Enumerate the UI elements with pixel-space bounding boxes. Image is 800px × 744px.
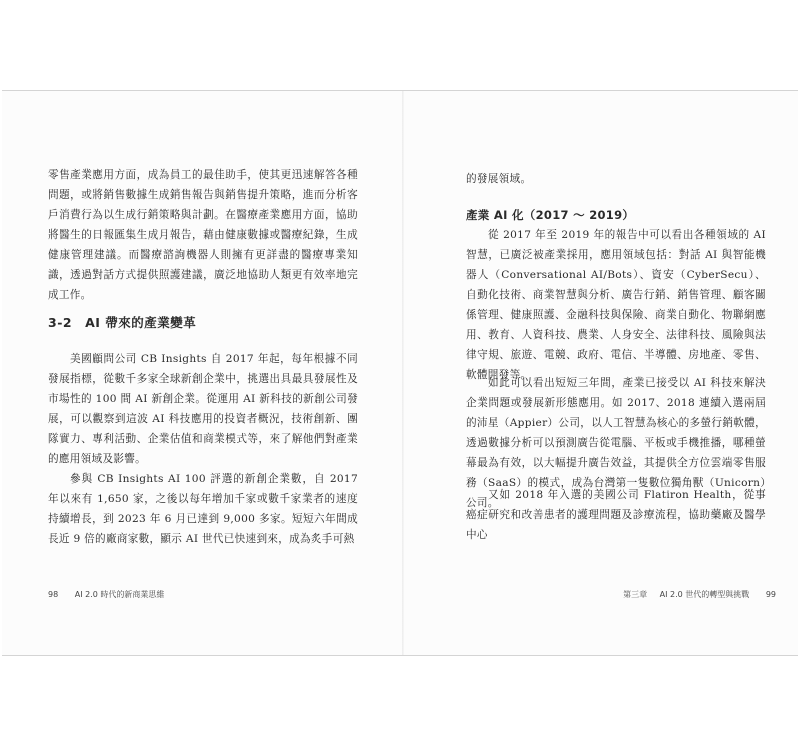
left-footer bbox=[48, 589, 164, 600]
right-running-title: AI 2.0 世代的轉型與挑戰 bbox=[659, 590, 750, 599]
left-paragraph-3: 參與 CB Insights AI 100 評選的新創企業數，自 2017 年以來有 1,650 家，之後以每年增加千家或數千家業者的速度持續增長，到 2023 年 6 月已達到 9,000 多家。短短六年間成長近 9 倍的廠商家數，顯示 AI 世代已快速到來，成為炙手可熱 bbox=[48, 473, 358, 545]
right-footer bbox=[623, 589, 776, 600]
book-spread bbox=[2, 90, 798, 656]
left-page-number: 98 bbox=[48, 590, 59, 599]
left-page bbox=[48, 91, 368, 655]
left-running-title: AI 2.0 時代的新商業思維 bbox=[74, 590, 165, 599]
right-paragraph-1: 的發展領域。 bbox=[466, 173, 532, 185]
right-page bbox=[466, 91, 776, 655]
right-chapter-label: 第三章 bbox=[623, 590, 648, 599]
subsection-heading: 產業 AI 化（2017 ～ 2019） bbox=[466, 208, 635, 222]
right-paragraph-3: 如此可以看出短短三年間，產業已接受以 AI 科技來解決企業問題或發展新形態應用。如 2017、2018 連續入選兩屆的沛星（Appier）公司，以人工智慧為核心的多螢行銷軟體，透過數據分析可以預測廣告從電腦、平板或手機推播，哪種螢幕最為有效，以大幅提升廣告效益，其提供全方位雲端零售服務（SaaS）的模式，成為台灣第一隻數位獨角獸（Unicorn）公司。 bbox=[466, 377, 766, 509]
right-page-number: 99 bbox=[765, 590, 776, 599]
left-paragraph-2: 美國顧問公司 CB Insights 自 2017 年起，每年根據不同發展指標，從數千多家全球新創企業中，挑選出具最具發展性及市場性的 100 間 AI 新創企業。從運用 AI 新科技的新創公司發展，可以觀察到這波 AI 科技應用的投資者概況，技術創新、團隊實力、專利活動、企業估值和商業模式等，來了解他們對產業的應用領域及影響。 bbox=[48, 353, 358, 465]
left-paragraph-1: 零售產業應用方面，成為員工的最佳助手，使其更迅速解答各種問題，或將銷售數據生成銷售報告與銷售提升策略，進而分析客戶消費行為以生成行銷策略與計劃。在醫療產業應用方面，協助將醫生的日報匯集生成月報告，藉由健康數據或醫療紀錄，生成健康管理建議。而醫療諮詢機器人則擁有更詳盡的醫療專業知識，透過對話方式提供照護建議，廣泛地協助人類更有效率地完成工作。 bbox=[48, 169, 358, 301]
book-gutter bbox=[402, 91, 404, 655]
section-heading: 3-2 AI 帶來的產業變革 bbox=[48, 315, 197, 330]
right-paragraph-2: 從 2017 年至 2019 年的報告中可以看出各種領域的 AI 智慧，已廣泛被產業採用，應用領域包括：對話 AI 與智能機器人（Conversational AI/Bots）、資安（CyberSecu）、自動化技術、商業智慧與分析、廣告行銷、銷售管理、顧客關係管理、健康照護、金融科技與保險、商業自動化、物聯網應用、教育、人資科技、農業、人身安全、法律科技、風險與法律守規、旅遊、電競、政府、電信、半導體、房地產、零售、軟體開發等。 bbox=[466, 229, 766, 381]
right-paragraph-4: 又如 2018 年入選的美國公司 Flatiron Health，從事癌症研究和改善患者的護理問題及診療流程，協助藥廠及醫學中心 bbox=[466, 489, 766, 541]
